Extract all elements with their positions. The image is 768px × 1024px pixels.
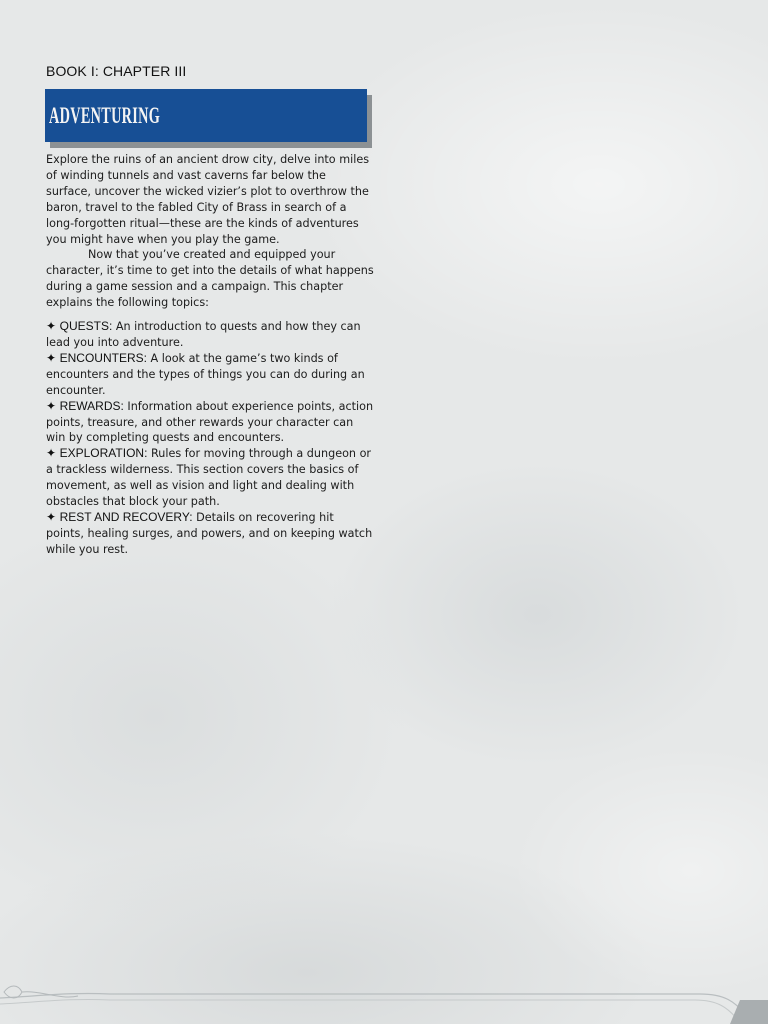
title-banner-fill — [45, 89, 367, 142]
topic-description: Details on recovering hit points, healing surges, and powers, and on keeping watch while you rest. — [46, 510, 373, 556]
ornament-line-inner — [0, 999, 738, 1020]
topic-bullet-icon: ✦ — [46, 319, 57, 334]
topic-description: A look at the game’s two kinds of encounters and the types of things you can do during an encounter. — [46, 351, 365, 397]
list-item — [46, 510, 374, 558]
page-title: ADVENTURING — [49, 102, 161, 128]
topic-term: EXPLORATION: — [59, 446, 148, 461]
topic-bullet-icon: ✦ — [46, 350, 57, 365]
topic-term: REST AND RECOVERY: — [59, 509, 193, 524]
bottom-border-ornament — [0, 934, 768, 1024]
topic-term: QUESTS: — [59, 319, 113, 334]
topic-description: Rules for moving through a dungeon or a trackless wilderness. This section covers the basics of movement, as well as vision and light and dealing with obstacles that block your path. — [46, 447, 372, 509]
list-item — [46, 351, 374, 399]
topic-list — [46, 319, 374, 558]
chapter-label: BOOK I: CHAPTER III — [46, 63, 187, 79]
intro-paragraph: Explore the ruins of an ancient drow city, delve into miles of winding tunnels and vast caverns far below the surface, uncover the wicked vizier’s plot to overthrow the baron, travel to the fabled City of Brass in search of a long-forgotten ritual—these are the kinds of adventures you might have when you play the game. — [46, 153, 370, 246]
topic-description: Information about experience points, action points, treasure, and other rewards your character can win by completing quests and encounters. — [46, 399, 374, 445]
list-item — [46, 446, 374, 510]
body-text-column — [46, 152, 374, 558]
ornament-flourish — [4, 986, 22, 998]
topic-term: REWARDS: — [59, 398, 124, 413]
list-item — [46, 319, 374, 351]
topic-bullet-icon: ✦ — [46, 509, 57, 524]
corner-block — [730, 1000, 768, 1024]
topic-bullet-icon: ✦ — [46, 398, 57, 413]
ornament-line — [0, 993, 768, 1014]
title-banner — [45, 89, 367, 142]
topic-bullet-icon: ✦ — [46, 446, 57, 461]
topic-term: ENCOUNTERS: — [59, 350, 147, 365]
list-item — [46, 399, 374, 447]
topic-description: An introduction to quests and how they can lead you into adventure. — [46, 320, 361, 349]
intro-paragraph-2: Now that you’ve created and equipped your character, it’s time to get into the details of what happens during a game session and a campaign. This chapter explains the following topics: — [46, 248, 374, 310]
